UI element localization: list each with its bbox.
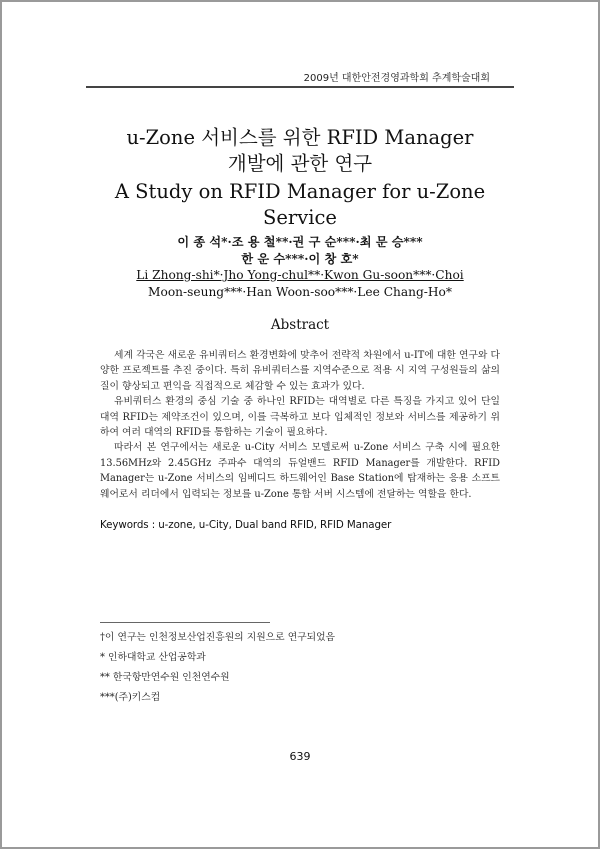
authors-korean-line-2: 한 운 수***·이 창 호* — [241, 252, 359, 266]
conference-header: 2009년 대한안전경영과학회 추계학술대회 — [303, 73, 490, 84]
title-line-2: 개발에 관한 연구 — [227, 152, 373, 175]
footnote-affiliation-2: ** 한국항만연수원 인천연수원 — [100, 672, 230, 683]
authors-korean-line-1: 이 종 석*·조 용 철**·권 구 순***·최 문 승*** — [177, 235, 423, 249]
authors-english-line-1 — [96, 267, 504, 284]
title-line-3-english: A Study on RFID Manager for u-Zone Service — [114, 180, 486, 229]
page-number: 639 — [289, 750, 311, 763]
abstract-paragraph-1: 세계 각국은 새로운 유비쿼터스 환경변화에 맞추어 전략적 차원에서 u-IT에 대한 연구와 다양한 프로젝트를 추진 중이다. 특히 유비쿼터스를 지역수준으로 적용 시 지역 구성원들의 삶의 질이 향상되고 편익을 직접적으로 체감할 수 있는 효과가 있다. — [100, 350, 500, 392]
keywords: Keywords : u-zone, u-City, Dual band RFID, RFID Manager — [100, 519, 392, 531]
footnote-affiliation-1: * 인하대학교 산업공학과 — [100, 652, 206, 663]
footnote-affiliation-3: ***(주)키스컴 — [100, 692, 161, 703]
abstract-body — [100, 348, 500, 502]
title-line-1: u-Zone 서비스를 위한 RFID Manager — [126, 126, 474, 149]
authors-english-line-2: Moon-seung***·Han Woon-soo***·Lee Chang-Ho* — [148, 285, 452, 299]
authors-english-line-1-text: Li Zhong-shi*·Jho Yong-chul**·Kwon Gu-soon***·Choi — [136, 268, 464, 282]
header-rule — [86, 86, 514, 88]
footnotes — [100, 628, 335, 708]
footnote-rule — [100, 622, 270, 623]
footnote-funding: †이 연구는 인천정보산업진흥원의 지원으로 연구되었음 — [100, 632, 336, 643]
abstract-heading: Abstract — [270, 317, 330, 333]
abstract-paragraph-3: 따라서 본 연구에서는 새로운 u-City 서비스 모델로써 u-Zone 서비스 구축 시에 필요한 13.56MHz와 2.45GHz 주파수 대역의 듀얼밴드 RFID Manager를 개발한다. RFID Manager는 u-Zone 서비스의 임베디드 하드웨어인 Base Station에 탑재하는 응용 소프트웨어로서 리더에서 입력되는 정보를 u-Zone 통합 서버 시스템에 전달하는 역할을 한다. — [100, 442, 500, 500]
abstract-paragraph-2: 유비쿼터스 환경의 중심 기술 중 하나인 RFID는 대역별로 다른 특징을 가지고 있어 단일 대역 RFID는 제약조건이 있으며, 이를 극복하고 보다 입체적인 정보와 서비스를 제공하기 위하여 여러 대역의 RFID를 통합하는 기술이 필요하다. — [100, 396, 500, 439]
